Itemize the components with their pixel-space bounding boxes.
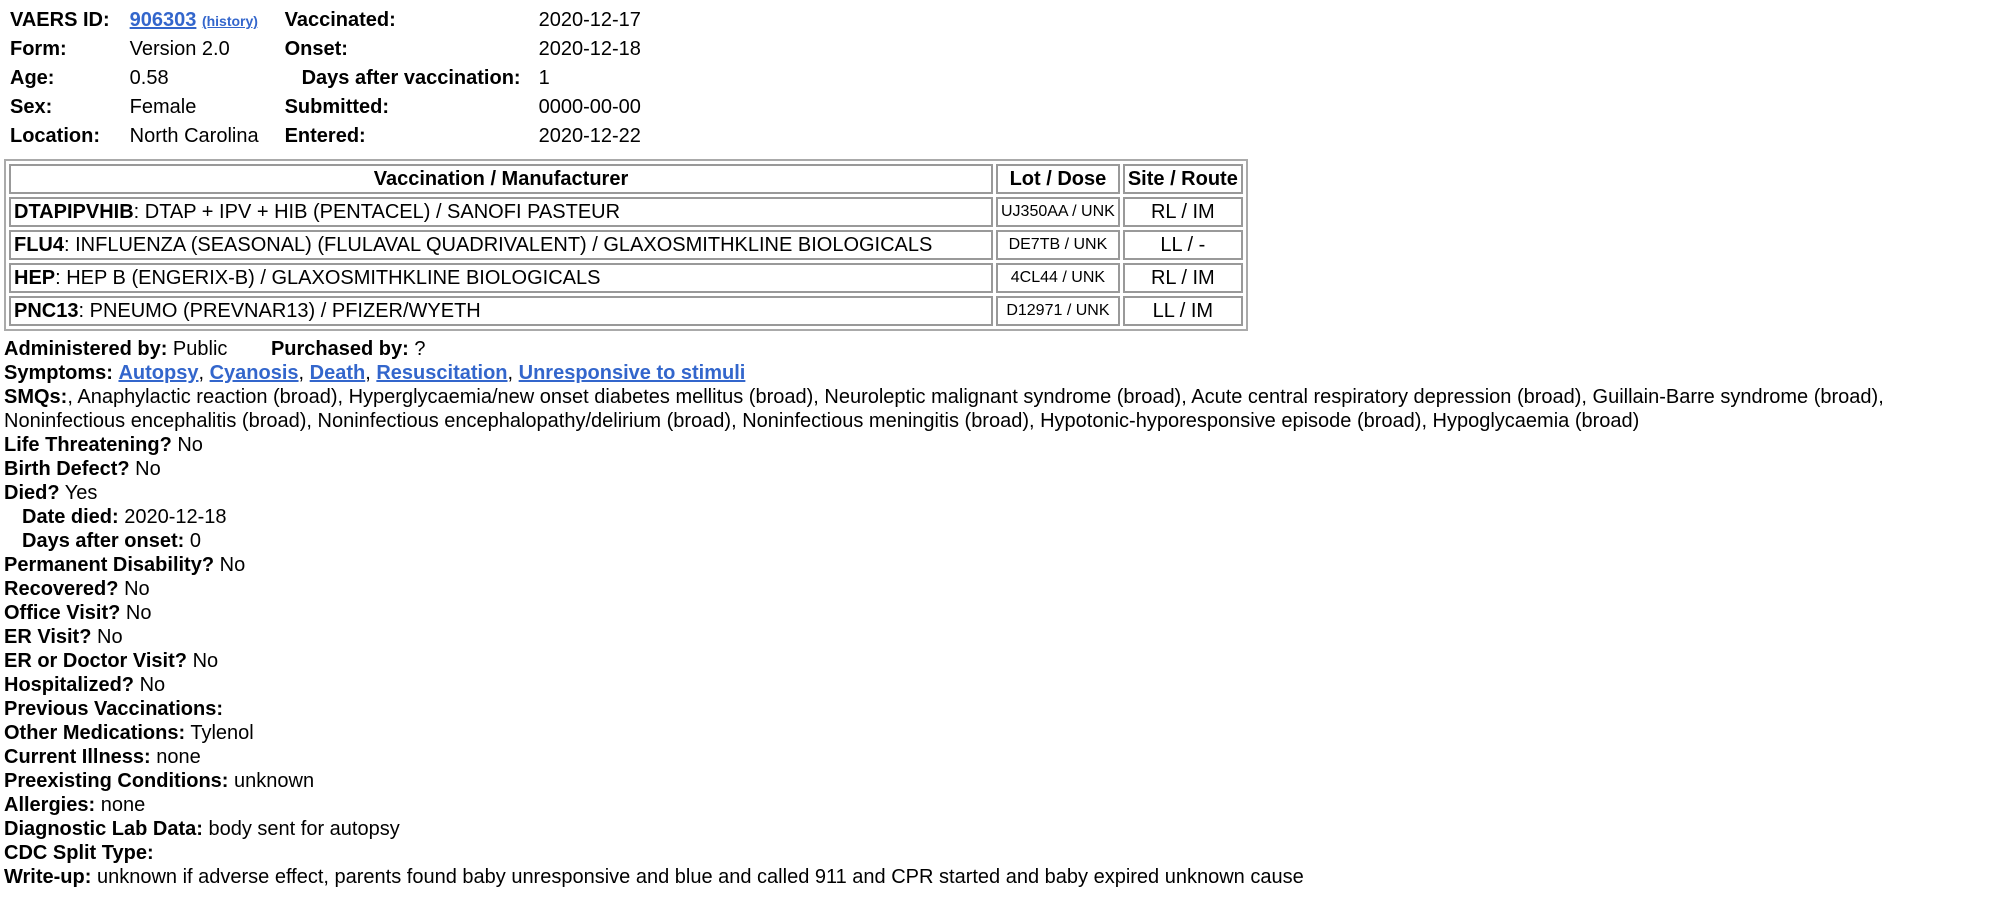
table-row: [9, 197, 1243, 227]
hospitalized-label: Hospitalized?: [4, 674, 135, 696]
submitted-value: 0000-00-00: [538, 96, 641, 118]
form-value: Version 2.0: [129, 38, 230, 60]
date-died-line: [4, 505, 1996, 529]
current-illness-line: [4, 745, 1996, 769]
administered-label: Administered by:: [4, 338, 168, 360]
birth-defect-value: No: [135, 458, 161, 480]
symptom-link-death[interactable]: Death: [309, 362, 366, 384]
symptom-link-resuscitation[interactable]: Resuscitation: [376, 362, 508, 384]
submitted-label: Submitted:: [284, 96, 390, 118]
cdc-split-type-line: [4, 841, 1996, 865]
entered-value: 2020-12-22: [538, 125, 641, 147]
recovered-label: Recovered?: [4, 578, 119, 600]
preexisting-conditions-label: Preexisting Conditions:: [4, 770, 229, 792]
vaccine-cell: [9, 197, 993, 227]
table-row: [9, 296, 1243, 326]
purchased-label: Purchased by:: [270, 338, 409, 360]
life-threatening-label: Life Threatening?: [4, 434, 172, 456]
symptoms-line: Symptoms: Autopsy, Cyanosis, Death, Resuscitation, Unresponsive to stimuli: [4, 362, 746, 384]
days-after-vaccination-value: 1: [538, 67, 550, 89]
smqs-line: [4, 385, 1996, 433]
vaccine-code: FLU4: [14, 234, 64, 256]
vaccine-cell: [9, 263, 993, 293]
administered-value: Public: [172, 338, 228, 360]
column-header-site: Site / Route: [1123, 164, 1243, 194]
diagnostic-lab-value: body sent for autopsy: [208, 818, 400, 840]
report-header: [4, 6, 647, 151]
table-row: [9, 230, 1243, 260]
er-visit-label: ER Visit?: [4, 626, 92, 648]
days-after-onset-line: [4, 529, 1996, 553]
administered-line: [4, 337, 1996, 361]
sex-value: Female: [129, 96, 197, 118]
purchased-value: ?: [414, 338, 426, 360]
smqs-label: SMQs:: [4, 386, 68, 408]
office-visit-line: [4, 601, 1996, 625]
vaers-id-cell: [127, 6, 279, 35]
days-after-vaccination-label: Days after vaccination:: [301, 67, 521, 89]
writeup-label: Write-up:: [4, 866, 92, 888]
vaccine-description: : DTAP + IPV + HIB (PENTACEL) / SANOFI PASTEUR: [133, 201, 621, 223]
lot-dose-cell: 4CL44 / UNK: [996, 263, 1120, 293]
vaccine-code: PNC13: [14, 300, 79, 322]
vaccine-description: : INFLUENZA (SEASONAL) (FLULAVAL QUADRIVALENT) / GLAXOSMITHKLINE BIOLOGICALS: [64, 234, 933, 256]
er-doctor-visit-value: No: [192, 650, 219, 672]
location-label: Location:: [10, 125, 100, 147]
age-value: 0.58: [129, 67, 169, 89]
writeup-value: unknown if adverse effect, parents found baby unresponsive and blue and called 911 and CPR started and baby expired unknown cause: [96, 866, 1304, 888]
site-route-cell: LL / -: [1123, 230, 1243, 260]
hospitalized-line: [4, 673, 1996, 697]
history-link[interactable]: (history): [201, 13, 258, 29]
vaccine-description: : HEP B (ENGERIX-B) / GLAXOSMITHKLINE BIOLOGICALS: [55, 267, 601, 289]
symptoms-label: Symptoms:: [4, 362, 113, 384]
current-illness-value: none: [156, 746, 201, 768]
disability-label: Permanent Disability?: [4, 554, 215, 576]
column-header-lot: Lot / Dose: [996, 164, 1120, 194]
days-after-onset-value: 0: [189, 530, 201, 552]
column-header-vaccination: Vaccination / Manufacturer: [9, 164, 993, 194]
onset-label: Onset:: [284, 38, 348, 60]
previous-vaccinations-line: [4, 697, 1996, 721]
recovered-value: No: [124, 578, 150, 600]
other-medications-value: Tylenol: [190, 722, 254, 744]
cdc-split-type-label: CDC Split Type:: [4, 842, 154, 864]
vaccine-code: HEP: [14, 267, 56, 289]
age-label: Age:: [10, 67, 55, 89]
disability-line: [4, 553, 1996, 577]
office-visit-value: No: [125, 602, 152, 624]
lot-dose-cell: D12971 / UNK: [996, 296, 1120, 326]
vaccination-table-header: [9, 164, 1243, 194]
date-died-value: 2020-12-18: [124, 506, 227, 528]
vaccinated-value: 2020-12-17: [538, 9, 641, 31]
birth-defect-line: [4, 457, 1996, 481]
entered-label: Entered:: [284, 125, 366, 147]
allergies-value: none: [100, 794, 146, 816]
writeup-line: [4, 865, 1996, 889]
er-visit-value: No: [97, 626, 123, 648]
er-visit-line: [4, 625, 1996, 649]
sex-label: Sex:: [10, 96, 53, 118]
previous-vaccinations-label: Previous Vaccinations:: [4, 698, 223, 720]
symptom-link-cyanosis[interactable]: Cyanosis: [209, 362, 299, 384]
died-label: Died?: [4, 482, 60, 504]
vaccine-description: : PNEUMO (PREVNAR13) / PFIZER/WYETH: [78, 300, 481, 322]
current-illness-label: Current Illness:: [4, 746, 151, 768]
recovered-line: [4, 577, 1996, 601]
office-visit-label: Office Visit?: [4, 602, 121, 624]
smqs-value: , Anaphylactic reaction (broad), Hyperglycaemia/new onset diabetes mellitus (broad), Neuroleptic malignant syndrome (broad), Acute central respiratory depression (broad), Guillain-Barre syndrome (broad), Noninfectious encephalitis (broad), Noninfectious encephalopathy/delirium (broad), Noninfectious meningitis (broad), Hypotonic-hyporesponsive episode (broad), Hypoglycaemia (broad): [4, 386, 1884, 432]
birth-defect-label: Birth Defect?: [4, 458, 130, 480]
form-label: Form:: [10, 38, 67, 60]
vaers-id-label: VAERS ID:: [10, 9, 110, 31]
date-died-label: Date died:: [22, 506, 119, 528]
site-route-cell: LL / IM: [1123, 296, 1243, 326]
location-value: North Carolina: [129, 125, 259, 147]
life-threatening-value: No: [177, 434, 203, 456]
er-doctor-visit-line: [4, 649, 1996, 673]
other-medications-line: [4, 721, 1996, 745]
vaccination-table: [4, 159, 1248, 331]
other-medications-label: Other Medications:: [4, 722, 186, 744]
symptom-link-unresponsive[interactable]: Unresponsive to stimuli: [518, 362, 746, 384]
report-details: [4, 337, 1996, 889]
allergies-label: Allergies:: [4, 794, 96, 816]
died-line: [4, 481, 1996, 505]
vaccinated-label: Vaccinated:: [284, 9, 396, 31]
days-after-onset-label: Days after onset:: [22, 530, 185, 552]
preexisting-conditions-value: unknown: [234, 770, 315, 792]
lot-dose-cell: DE7TB / UNK: [996, 230, 1120, 260]
preexisting-conditions-line: [4, 769, 1996, 793]
hospitalized-value: No: [139, 674, 166, 696]
vaccine-code: DTAPIPVHIB: [14, 201, 134, 223]
site-route-cell: RL / IM: [1123, 197, 1243, 227]
er-doctor-visit-label: ER or Doctor Visit?: [4, 650, 187, 672]
life-threatening-line: [4, 433, 1996, 457]
onset-value: 2020-12-18: [538, 38, 641, 60]
vaccine-cell: [9, 230, 993, 260]
site-route-cell: RL / IM: [1123, 263, 1243, 293]
table-row: [9, 263, 1243, 293]
disability-value: No: [219, 554, 246, 576]
diagnostic-lab-label: Diagnostic Lab Data:: [4, 818, 203, 840]
allergies-line: [4, 793, 1996, 817]
diagnostic-lab-line: [4, 817, 1996, 841]
died-value: Yes: [64, 482, 98, 504]
symptom-link-autopsy[interactable]: Autopsy: [118, 362, 199, 384]
vaccine-cell: [9, 296, 993, 326]
vaers-id-link[interactable]: 906303: [129, 9, 197, 31]
lot-dose-cell: UJ350AA / UNK: [996, 197, 1120, 227]
